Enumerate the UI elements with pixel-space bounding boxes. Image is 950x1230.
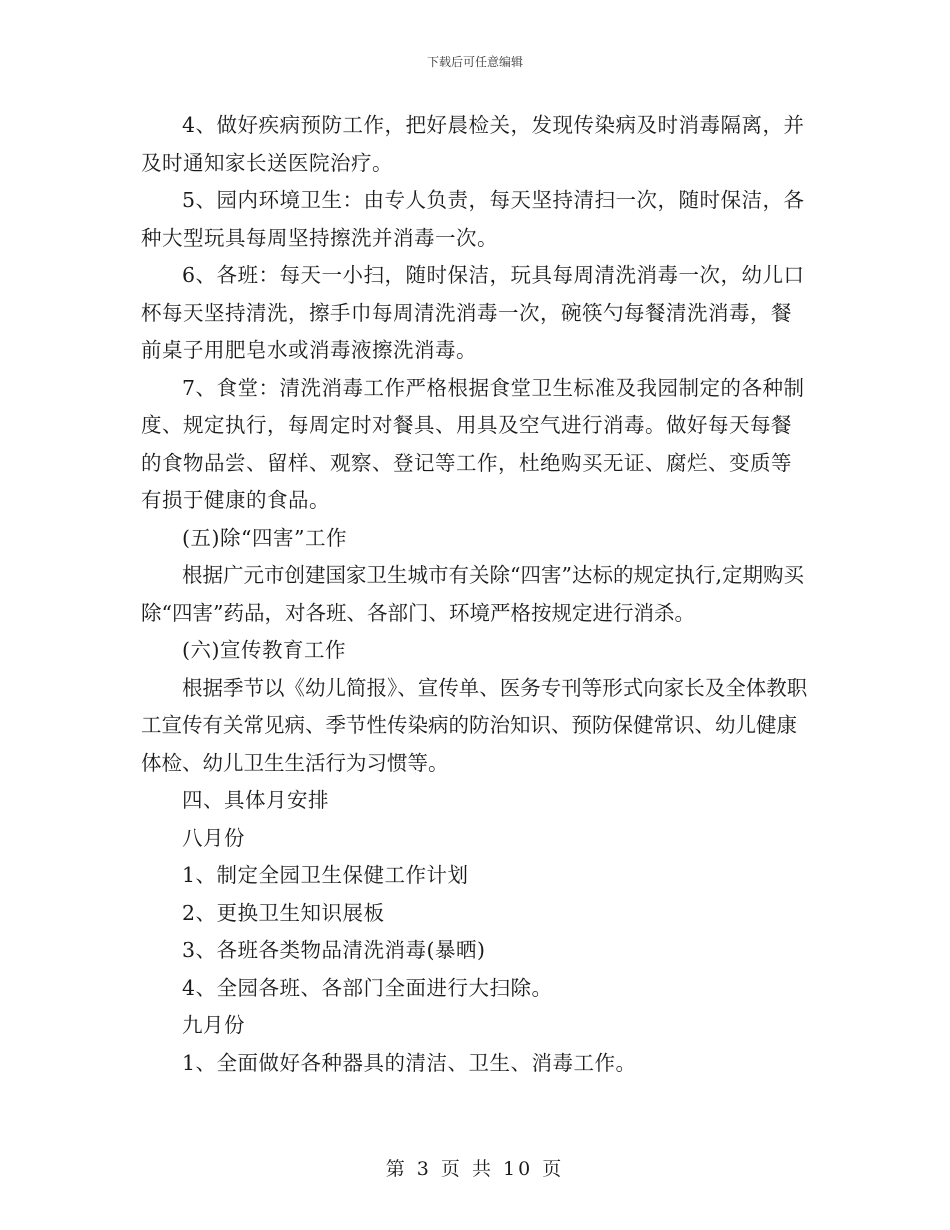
- section-heading-6: (六)宣传教育工作: [182, 638, 346, 662]
- section-heading-5: (五)除“四害”工作: [182, 525, 347, 550]
- list-item: 4、全园各班、各部门全面进行大扫除。: [182, 975, 553, 1000]
- paragraph-6: 根据广元市创建国家卫生城市有关除“四害”达标的规定执行,定期购买除“四害”药品，对各班、各部门、环境严格按规定进行消杀。: [141, 563, 804, 625]
- month-heading-august: 八月份: [182, 825, 245, 850]
- paragraph-2: 5、园内环境卫生：由专人负责，每天坚持清扫一次，随时保洁，各种大型玩具每周坚持擦洗并消毒一次。: [141, 188, 805, 250]
- list-item: 1、制定全园卫生保健工作计划: [182, 863, 469, 887]
- month-heading-september: 九月份: [182, 1013, 245, 1037]
- paragraph-4: 7、食堂：清洗消毒工作严格根据食堂卫生标准及我园制定的各种制度、规定执行，每周定时对餐具、用具及空气进行消毒。做好每天每餐的食物品尝、留样、观察、登记等工作，杜绝购买无证、腐烂、变质等有损于健康的食品。: [141, 375, 805, 512]
- list-item: 2、更换卫生知识展板: [182, 900, 385, 925]
- list-item: 3、各班各类物品清洗消毒(暴晒): [182, 938, 486, 962]
- section-heading-4: 四、具体月安排: [182, 788, 329, 812]
- paragraph-8: 根据季节以《幼儿简报》、宣传单、医务专刊等形式向家长及全体教职工宣传有关常见病、季节性传染病的防治知识、预防保健常识、幼儿健康体检、幼儿卫生生活行为习惯等。: [141, 675, 808, 775]
- document-body: [141, 107, 809, 1082]
- paragraph-3: 6、各班：每天一小扫，随时保洁，玩具每周清洗消毒一次，幼儿口杯每天坚持清洗，擦手巾每周清洗消毒一次，碗筷勺每餐清洗消毒，餐前桌子用肥皂水或消毒液擦洗消毒。: [141, 263, 805, 362]
- list-item: 1、全面做好各种器具的清洁、卫生、消毒工作。: [182, 1050, 637, 1075]
- header-note: 下载后可任意编辑: [426, 55, 523, 69]
- paragraph-1: 4、做好疾病预防工作，把好晨检关，发现传染病及时消毒隔离，并及时通知家长送医院治疗。: [141, 113, 805, 175]
- page-number: 第 3 页 共 10 页: [385, 1158, 565, 1180]
